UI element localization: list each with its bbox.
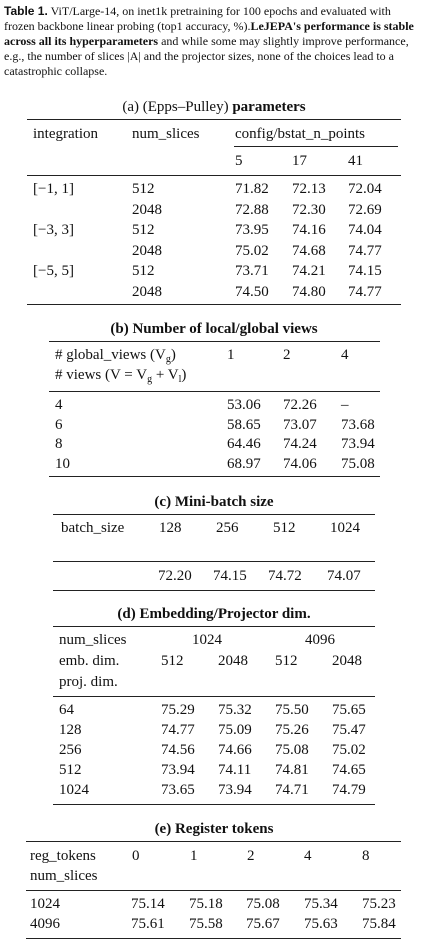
table-a-value-cell: 74.21 (292, 263, 326, 279)
table-d-proj-cell: 256 (59, 742, 82, 758)
table-d-value-cell: 75.32 (218, 702, 252, 718)
table-b-title: (b) Number of local/global views (110, 321, 318, 337)
table-c-top-rule (53, 514, 375, 515)
table-d-value-cell: 75.08 (275, 742, 309, 758)
table-d-value-cell: 74.79 (332, 782, 366, 798)
table-a-value-cell: 72.88 (235, 201, 269, 218)
table-a-value-cell: 75.02 (235, 242, 269, 259)
table-e-value-cell: 75.61 (131, 916, 165, 932)
table-d-emb-dim-cell: 2048 (332, 653, 362, 669)
table-d-value-cell: 74.81 (275, 762, 309, 778)
table-a-integration-cell: [−3, 3] (33, 222, 74, 238)
table-b-bottom-rule (49, 476, 380, 477)
table-b-value-cell: 75.08 (341, 455, 375, 472)
table-d-title: (d) Embedding/Projector dim. (117, 606, 311, 622)
table-b-value-cell: 73.07 (283, 416, 317, 433)
table-e-title: (e) Register tokens (154, 821, 274, 837)
table-a-value-cell: 72.13 (292, 181, 326, 197)
table-d-value-cell: 73.94 (218, 782, 252, 798)
table-a-num-slices-cell: 2048 (132, 242, 162, 259)
table-d-value-cell: 74.11 (218, 762, 252, 778)
table-e-bottom-rule (26, 938, 401, 939)
table-e-label-reg-tokens: reg_tokens (30, 848, 96, 864)
table-c-value-cell: 74.15 (213, 568, 247, 584)
table-d-emb-dim-cell: 2048 (218, 653, 248, 669)
table-a-header-num-slices: num_slices (132, 126, 200, 142)
table-c-col-header: 1024 (330, 520, 360, 536)
table-b-views-cell: 8 (55, 436, 63, 452)
table-d-value-cell: 73.65 (161, 782, 195, 798)
table-b-mid-rule (49, 391, 380, 392)
caption-text-1: ViT/Large-14, on inet1k pretraining for 100 epochs and evaluated with frozen backbone linear probing (top1 accuracy, %). (4, 4, 391, 33)
table-a-num-slices-cell: 2048 (132, 283, 162, 300)
table-d-top-rule (53, 626, 375, 627)
table-e-value-cell: 75.84 (362, 916, 396, 932)
table-c-value-cell: 74.72 (268, 568, 302, 584)
table-b-col-2: 2 (283, 347, 291, 363)
table-d-label-emb-dim: emb. dim. (59, 653, 120, 669)
table-a-header-integration: integration (33, 126, 98, 142)
table-d-label-num-slices: num_slices (59, 632, 127, 648)
table-b-value-cell: 74.06 (283, 455, 317, 472)
table-a-title: (a) (Epps–Pulley) parameters (122, 99, 306, 115)
table-a-value-cell: 74.16 (292, 222, 326, 238)
table-c-row-label: batch_size (61, 520, 125, 536)
table-a-value-cell: 74.04 (348, 222, 382, 238)
table-c-value-cell: 72.20 (158, 568, 192, 584)
table-a-num-slices-cell: 512 (132, 222, 155, 238)
table-c-col-header: 512 (273, 520, 296, 536)
table-c-mid-rule (53, 561, 375, 562)
table-a-header-config: config/bstat_n_points (235, 126, 365, 142)
table-b-value-cell: 68.97 (227, 455, 261, 472)
table-a-point-5: 5 (235, 153, 243, 169)
table-d-value-cell: 75.50 (275, 702, 309, 718)
table-a-point-41: 41 (348, 153, 363, 169)
table-b-value-cell: – (341, 397, 349, 413)
table-d-bottom-rule (53, 804, 375, 805)
table-a-num-slices-cell: 2048 (132, 201, 162, 218)
caption-label: Table 1. (4, 4, 48, 18)
table-a-point-17: 17 (292, 153, 307, 169)
caption-text-2: and while some may slightly improve performance, e.g., the number of slices |A| and the projector sizes, none of the choices lead to a catastrophic collapse. (4, 34, 409, 78)
table-d-value-cell: 75.09 (218, 722, 252, 738)
table-a-value-cell: 74.77 (348, 242, 382, 259)
table-b-value-cell: 72.26 (283, 397, 317, 413)
table-a-integration-cell: [−1, 1] (33, 181, 74, 197)
table-e-col-header: 4 (304, 848, 312, 864)
table-e-value-cell: 75.14 (131, 896, 165, 912)
table-e-mid-rule (26, 890, 401, 891)
table-e-value-cell: 75.23 (362, 896, 396, 912)
table-e-slices-cell: 1024 (30, 896, 60, 912)
table-e-value-cell: 75.63 (304, 916, 338, 932)
table-a-value-cell: 74.15 (348, 263, 382, 279)
table-d-emb-dim-cell: 512 (275, 653, 298, 669)
table-a-top-rule (27, 119, 401, 120)
table-a-mid-rule (27, 175, 401, 176)
table-b-header-views: # views $(V = V_g + V_l)$ (55, 367, 187, 385)
table-b-top-rule (49, 341, 380, 342)
table-b-value-cell: 53.06 (227, 397, 261, 413)
table-a-value-cell: 72.30 (292, 201, 326, 218)
table-b-views-cell: 6 (55, 416, 63, 433)
table-e-top-rule (26, 841, 401, 842)
table-e-value-cell: 75.58 (189, 916, 223, 932)
table-d-value-cell: 75.26 (275, 722, 309, 738)
table-c-bottom-rule (53, 590, 375, 591)
table-e-col-header: 2 (247, 848, 255, 864)
table-b-value-cell: 58.65 (227, 416, 261, 433)
table-e-col-header: 0 (132, 848, 140, 864)
table-b-value-cell: 73.94 (341, 436, 375, 452)
table-e-slices-cell: 4096 (30, 916, 60, 932)
table-a-value-cell: 72.04 (348, 181, 382, 197)
table-a-value-cell: 72.69 (348, 201, 382, 218)
table-c-col-header: 256 (216, 520, 239, 536)
table-e-col-header: 8 (362, 848, 370, 864)
table-b-value-cell: 64.46 (227, 436, 261, 452)
table-b-views-cell: 4 (55, 397, 63, 413)
table-d-proj-cell: 64 (59, 702, 74, 718)
table-e-value-cell: 75.08 (246, 896, 280, 912)
table-d-value-cell: 75.29 (161, 702, 195, 718)
table-a-value-cell: 71.82 (235, 181, 269, 197)
table-d-value-cell: 74.71 (275, 782, 309, 798)
table-b-views-cell: 10 (55, 455, 70, 472)
table-a-value-cell: 74.77 (348, 283, 382, 300)
table-d-value-cell: 75.65 (332, 702, 366, 718)
table-d-slices-4096: 4096 (305, 632, 335, 648)
table-c-col-header: 128 (159, 520, 182, 536)
table-c-value-cell: 74.07 (327, 568, 361, 584)
table-d-value-cell: 73.94 (161, 762, 195, 778)
table-b-col-1: 1 (227, 347, 235, 363)
table-e-value-cell: 75.18 (189, 896, 223, 912)
table-d-value-cell: 74.65 (332, 762, 366, 778)
table-d-emb-dim-cell: 512 (161, 653, 184, 669)
table-e-label-num-slices: num_slices (30, 868, 98, 884)
table-e-value-cell: 75.67 (246, 916, 280, 932)
table-c-title: (c) Mini-batch size (154, 494, 274, 510)
table-d-proj-cell: 1024 (59, 782, 89, 798)
table-d-value-cell: 74.77 (161, 722, 195, 738)
table-d-value-cell: 74.56 (161, 742, 195, 758)
table-b-value-cell: 73.68 (341, 416, 375, 433)
table-d-value-cell: 74.66 (218, 742, 252, 758)
table-caption (4, 4, 424, 79)
table-a-bottom-rule (27, 304, 401, 305)
table-a-num-slices-cell: 512 (132, 263, 155, 279)
caption-bold-text: LeJEPA's performance is stable across all its hyperparameters (4, 19, 414, 48)
table-b-header-global-views: # global_views $(V_g)$ (55, 347, 176, 365)
table-a-config-rule (234, 146, 398, 147)
table-e-col-header: 1 (190, 848, 198, 864)
table-d-mid-rule (53, 696, 375, 697)
table-a-value-cell: 74.80 (292, 283, 326, 300)
table-d-value-cell: 75.02 (332, 742, 366, 758)
table-b-value-cell: 74.24 (283, 436, 317, 452)
table-b-col-4: 4 (341, 347, 349, 363)
table-d-proj-cell: 512 (59, 762, 82, 778)
table-e-value-cell: 75.34 (304, 896, 338, 912)
table-d-label-proj-dim: proj. dim. (59, 674, 118, 690)
table-a-num-slices-cell: 512 (132, 181, 155, 197)
table-a-value-cell: 74.68 (292, 242, 326, 259)
table-d-value-cell: 75.47 (332, 722, 366, 738)
table-a-value-cell: 74.50 (235, 283, 269, 300)
table-a-value-cell: 73.95 (235, 222, 269, 238)
table-d-slices-1024: 1024 (192, 632, 222, 648)
table-a-integration-cell: [−5, 5] (33, 263, 74, 279)
table-a-value-cell: 73.71 (235, 263, 269, 279)
table-d-proj-cell: 128 (59, 722, 82, 738)
